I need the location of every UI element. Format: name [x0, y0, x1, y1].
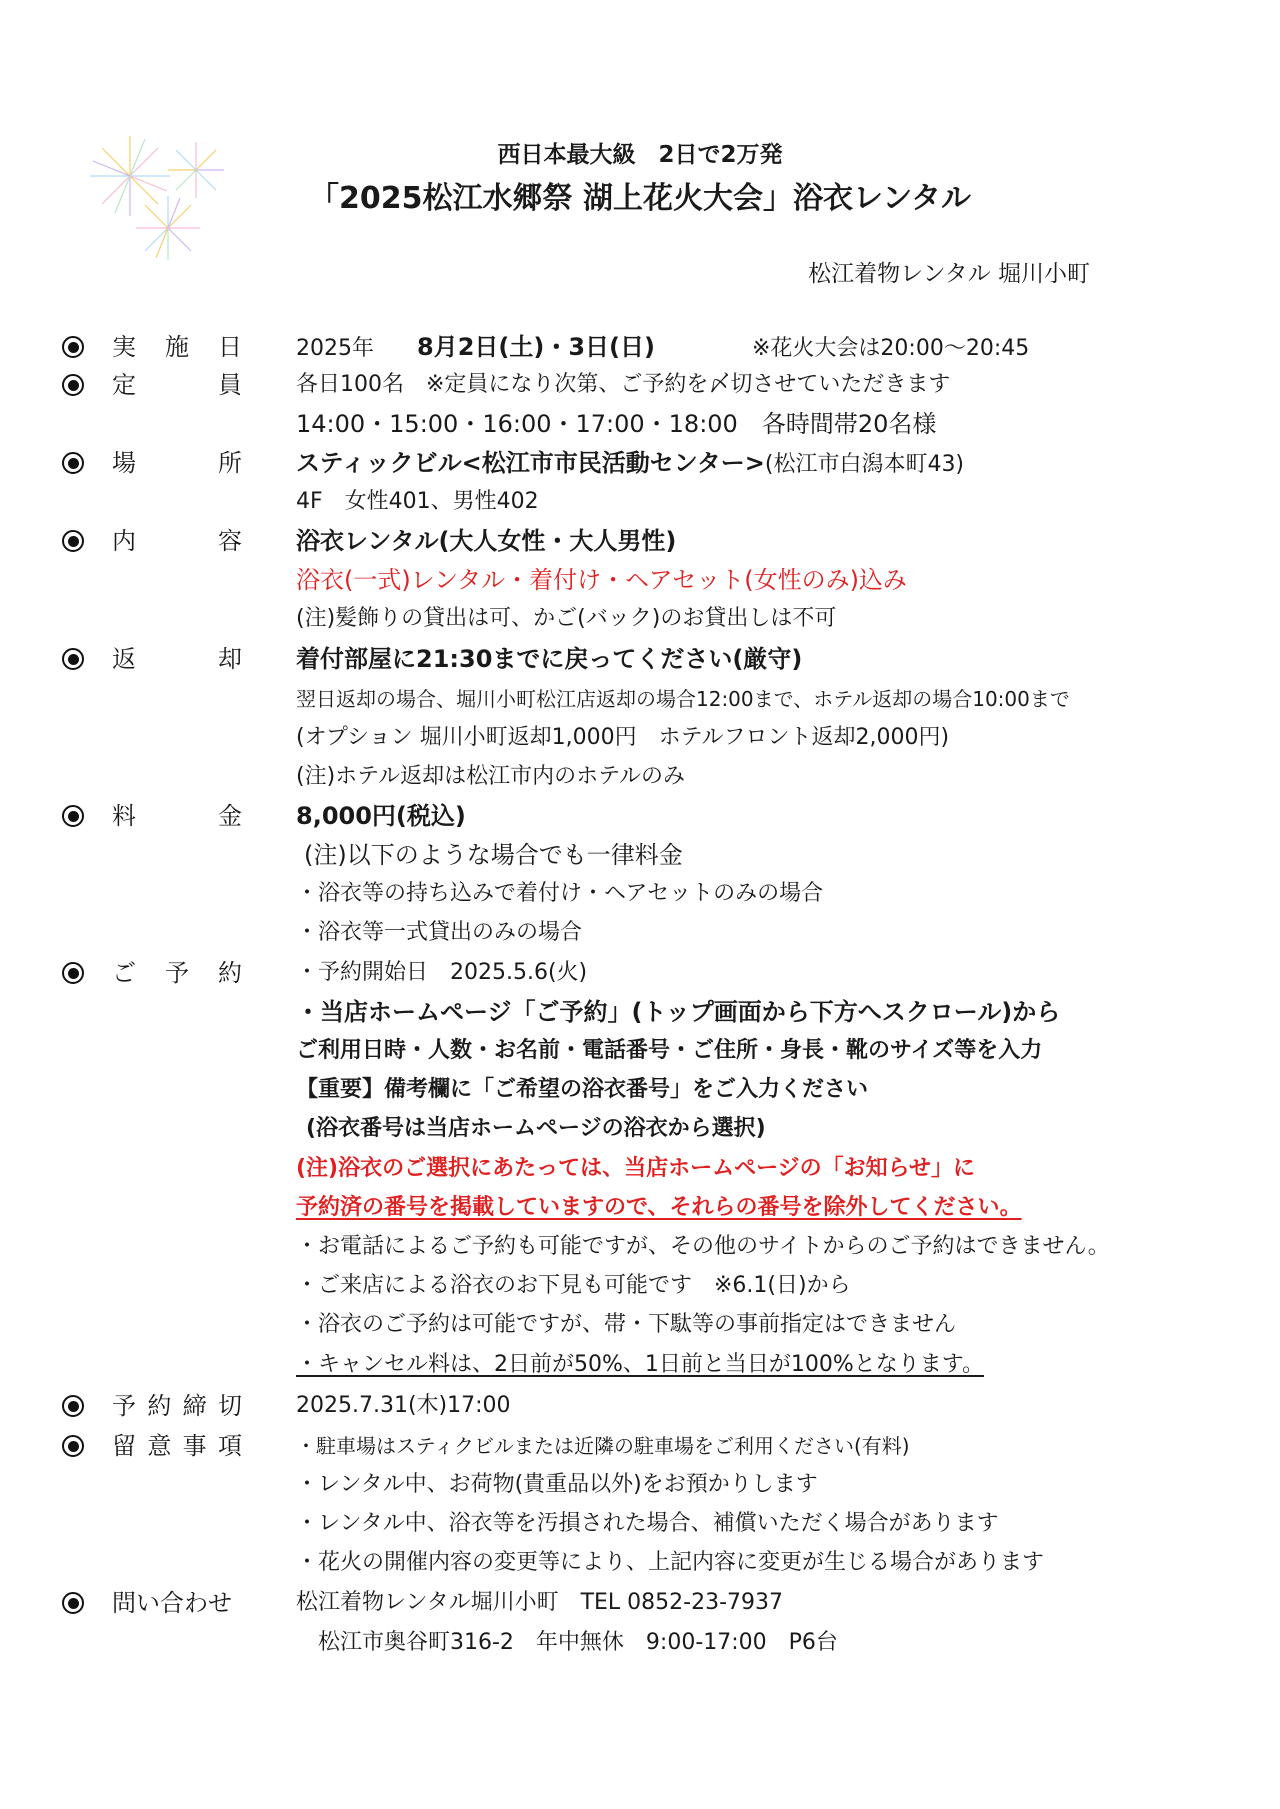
section-label: 内容 [112, 527, 242, 555]
content-line-3: (注)髪飾りの貸出は可、かご(バック)のお貸出しは不可 [296, 606, 837, 631]
section-label: 留意事項 [112, 1432, 242, 1460]
contact-phone: 松江着物レンタル堀川小町 TEL 0852-23-7937 [296, 1590, 784, 1615]
notes-line-2: ・レンタル中、お荷物(貴重品以外)をお預かりします [296, 1472, 818, 1497]
bullseye-icon [62, 452, 84, 474]
section-label: 予約締切 [112, 1392, 242, 1420]
section-content [62, 522, 242, 560]
bullseye-icon [62, 962, 84, 984]
price-line-2: (注)以下のような場合でも一律料金 [304, 841, 683, 869]
place-address: (松江市白潟本町43) [764, 452, 965, 477]
section-reservation [62, 954, 242, 992]
return-line-2: 翌日返却の場合、堀川小町松江店返却の場合12:00まで、ホテル返却の場合10:00まで [296, 687, 1070, 711]
price-amount: 8,000円(税込) [296, 802, 466, 830]
section-return [62, 640, 242, 678]
event-title: 「2025松江水郷祭 湖上花火大会」浴衣レンタル [309, 181, 971, 216]
event-subtitle: 西日本最大級 2日で2万発 [497, 142, 783, 168]
section-notes [62, 1427, 242, 1465]
reservation-line-3: ご利用日時・人数・お名前・電話番号・ご住所・身長・靴のサイズ等を入力 [296, 1038, 1043, 1063]
reservation-line-8: ・お電話によるご予約も可能ですが、その他のサイトからのご予約はできません。 [296, 1234, 1110, 1259]
reservation-line-9: ・ご来店による浴衣のお下見も可能です ※6.1(日)から [296, 1273, 851, 1298]
deadline-value: 2025.7.31(木)17:00 [296, 1393, 511, 1418]
section-label: 問い合わせ [112, 1589, 232, 1617]
bullseye-icon [62, 1395, 84, 1417]
section-label: 定員 [112, 371, 242, 399]
section-date [62, 328, 242, 366]
contact-address: 松江市奥谷町316-2 年中無休 9:00-17:00 P6台 [318, 1630, 838, 1655]
date-year: 2025年 [296, 336, 374, 361]
section-label: 場所 [112, 449, 242, 477]
bullseye-icon [62, 374, 84, 396]
section-contact [62, 1584, 242, 1622]
return-line-1: 着付部屋に21:30までに戻ってください(厳守) [296, 645, 803, 673]
place-line-1 [296, 444, 964, 482]
reservation-line-5: (浴衣番号は当店ホームページの浴衣から選択) [306, 1116, 766, 1141]
section-place [62, 444, 242, 482]
section-label: 実施日 [112, 333, 242, 361]
bullseye-icon [62, 530, 84, 552]
date-note: ※花火大会は20:00～20:45 [751, 336, 1030, 361]
reservation-cancel-fee: ・キャンセル料は、2日前が50%、1日前と当日が100%となります。 [296, 1352, 985, 1377]
bullseye-icon [62, 336, 84, 358]
reservation-note: (注)浴衣のご選択にあたっては、当店ホームページの「お知らせ」に [296, 1156, 976, 1181]
bullseye-icon [62, 1435, 84, 1457]
section-label: 返却 [112, 645, 242, 673]
reservation-line-2: ・当店ホームページ「ご予約」(トップ画面から下方へスクロール)から [296, 998, 1061, 1026]
section-deadline [62, 1387, 242, 1425]
capacity-line-2: 14:00・15:00・16:00・17:00・18:00 各時間帯20名様 [296, 410, 937, 438]
bullseye-icon [62, 648, 84, 670]
notes-line-4: ・花火の開催内容の変更等により、上記内容に変更が生じる場合があります [296, 1550, 1045, 1575]
content-line-1: 浴衣レンタル(大人女性・大人男性) [296, 527, 677, 555]
notes-line-3: ・レンタル中、浴衣等を汚損された場合、補償いただく場合があります [296, 1511, 999, 1536]
place-line-2: 4F 女性401、男性402 [296, 489, 539, 514]
place-building: スティックビル<松江市市民活動センター> [296, 449, 765, 477]
return-line-3: (オプション 堀川小町返却1,000円 ホテルフロント返却2,000円) [296, 725, 950, 750]
return-line-4: (注)ホテル返却は松江市内のホテルのみ [296, 764, 685, 789]
reservation-line-10: ・浴衣のご予約は可能ですが、帯・下駄等の事前指定はできません [296, 1312, 957, 1337]
section-price [62, 797, 242, 835]
organizer-name: 松江着物レンタル 堀川小町 [808, 261, 1090, 287]
reservation-start: ・予約開始日 2025.5.6(火) [296, 960, 588, 985]
notes-line-1: ・駐車場はスティクビルまたは近隣の駐車場をご利用ください(有料) [296, 1434, 910, 1458]
section-label: ご予約 [112, 959, 242, 987]
price-line-4: ・浴衣等一式貸出のみの場合 [296, 920, 583, 945]
content-line-2: 浴衣(一式)レンタル・着付け・ヘアセット(女性のみ)込み [296, 566, 907, 594]
section-label: 料金 [112, 802, 242, 830]
section-capacity [62, 366, 242, 404]
date-days: 8月2日(土)・3日(日) [417, 333, 655, 361]
bullseye-icon [62, 1592, 84, 1614]
bullseye-icon [62, 805, 84, 827]
date-line [296, 328, 1029, 366]
reservation-important: 【重要】備考欄に「ご希望の浴衣番号」をご入力ください [296, 1077, 869, 1102]
price-line-3: ・浴衣等の持ち込みで着付け・ヘアセットのみの場合 [296, 881, 824, 906]
capacity-line-1: 各日100名 ※定員になり次第、ご予約を〆切させていただきます [296, 372, 951, 397]
reservation-note-2: 予約済の番号を掲載していますので、それらの番号を除外してください。 [296, 1195, 1022, 1220]
